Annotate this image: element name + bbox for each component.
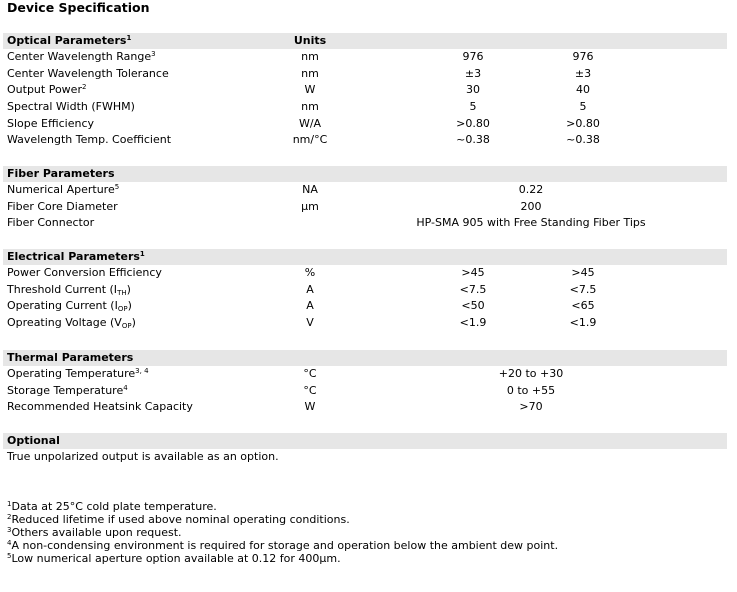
row-label: Center Wavelength Range [7,50,152,63]
fiber-header: Fiber Parameters [7,167,115,180]
row-unit: µm [301,199,319,213]
row-unit: W [304,400,316,414]
row-label: Center Wavelength Tolerance [7,66,169,80]
row-value-2: <65 [571,299,595,313]
row-value-2: ±3 [574,66,592,80]
footnote: $^2$Reduced lifetime if used above nominal operating conditions. [7,513,350,526]
row-value-2: 5 [579,100,587,114]
table-row: Operating Current $(I_{OP})$ A <50 <65 [3,298,727,315]
row-unit: % [304,266,316,279]
row-label: Recommended Heatsink Capacity [7,400,193,414]
row-unit: nm/°C [292,133,328,147]
row-label: Storage Temperature [7,383,124,397]
thermal-header-row [3,350,727,366]
row-value-1: 30 [466,83,480,97]
row-value-1: 976 [462,50,484,63]
table-row [3,399,727,416]
footnote: $^1$Data at 25°C cold plate temperature. [7,500,217,513]
row-value: 0.22 [518,183,544,196]
row-label: Power Conversion Efficiency [7,266,162,279]
optional-header: Optional [7,434,60,447]
row-value-1: 5 [469,100,477,114]
row-value-1: <1.9 [459,316,487,330]
row-unit: °C [303,367,317,380]
table-row [3,199,727,216]
row-value-1: ~0.38 [456,133,490,147]
table-row: Output Power$^2$ W 30 40 [3,82,727,99]
electrical-header: Electrical Parameters$^1$ [7,250,145,263]
electrical-header-row [3,249,727,265]
row-unit: A [306,299,314,313]
thermal-parameters-section [3,350,727,416]
table-row: Opreating Voltage $(V_{OP})$ V <1.9 <1.9 [3,315,727,332]
table-row: Threshold Current $(I_{TH})$ A <7.5 <7.5 [3,282,727,299]
row-label: Opreating Voltage (V [7,316,122,330]
row-label: Spectral Width (FWHM) [7,100,135,114]
table-row [3,215,727,232]
row-unit: A [306,282,314,296]
thermal-header: Thermal Parameters [7,351,134,364]
table-row: Numerical Aperture$^5$ NA 0.22 [3,182,727,199]
table-row: Storage Temperature$^4$ °C 0 to +55 [3,383,727,400]
table-row [3,99,727,116]
row-value-2: >0.80 [566,116,600,130]
table-row [3,116,727,133]
row-unit: °C [303,383,317,397]
row-unit: W/A [298,116,322,130]
optional-text: True unpolarized output is available as an option. [7,450,279,463]
table-row: Center Wavelength Range$^3$ nm 976 976 [3,49,727,66]
row-value-1: >0.80 [456,116,490,130]
optical-parameters-section [3,33,727,149]
row-value-2: >45 [571,266,595,279]
row-value: HP-SMA 905 with Free Standing Fiber Tips [416,216,646,230]
units-header: Units [293,34,327,47]
table-row: Operating Temperature$^{3, 4}$ °C +20 to +30 [3,366,727,383]
row-label: Fiber Connector [7,216,95,230]
optical-header: Optical Parameters$^1$ [7,34,132,47]
row-value: 0 to +55 [506,383,556,397]
footnote: $^3$Others available upon request. [7,526,182,539]
optional-section [3,433,727,466]
row-label: Operating Temperature [7,367,136,380]
table-row [3,265,727,282]
fiber-parameters-section [3,166,727,232]
optional-header-row [3,433,727,449]
row-unit: nm [301,100,319,114]
optical-header-row [3,33,727,49]
optional-text-row [3,449,727,466]
row-value-2: ~0.38 [566,133,600,147]
page-title: Device Specification [7,0,150,15]
row-label: Slope Efficiency [7,116,95,130]
row-label: Wavelength Temp. Coefficient [7,133,172,147]
row-value-2: <7.5 [569,282,597,296]
footnote: $^5$Low numerical aperture option available at 0.12 for 400µm. [7,552,341,565]
fiber-header-row [3,166,727,182]
row-unit: V [306,316,314,330]
row-label: Numerical Aperture [7,183,115,196]
row-value: +20 to +30 [498,367,564,380]
footnote: $^4$A non-condensing environment is required for storage and operation below the ambient dew point. [7,539,559,552]
row-unit: NA [302,183,318,196]
row-value-1: >45 [461,266,485,279]
row-unit: nm [301,50,319,63]
row-value-2: 976 [572,50,594,63]
table-row [3,132,727,149]
row-unit: W [304,83,316,97]
row-value-2: 40 [576,83,590,97]
table-row [3,66,727,83]
row-label: Threshold Current (I [7,282,118,296]
row-label: Fiber Core Diameter [7,199,118,213]
row-label: Operating Current (I [7,299,118,313]
row-unit: nm [301,66,319,80]
row-value-2: <1.9 [569,316,597,330]
row-value: 200 [520,199,542,213]
row-value-1: ±3 [464,66,482,80]
electrical-parameters-section [3,249,727,332]
row-value-1: <50 [461,299,485,313]
row-label: Output Power [7,83,82,97]
row-value: >70 [519,400,543,414]
row-value-1: <7.5 [459,282,487,296]
